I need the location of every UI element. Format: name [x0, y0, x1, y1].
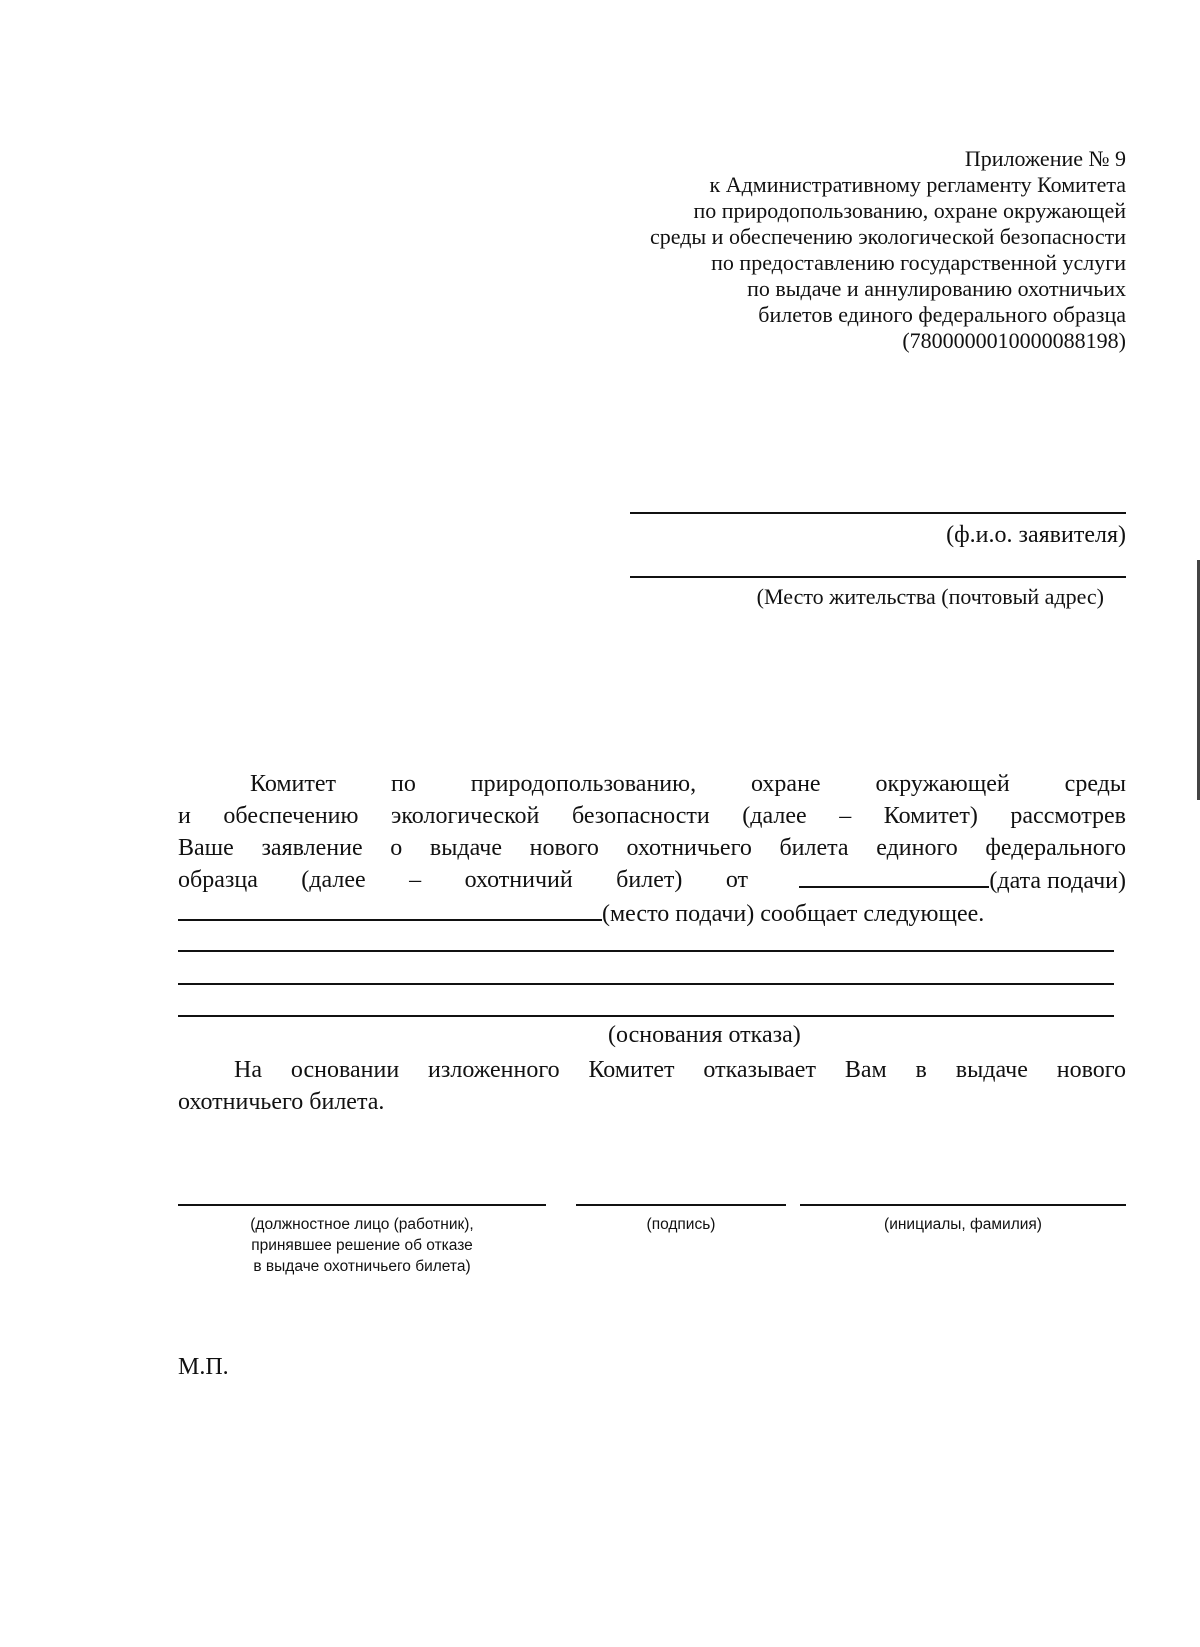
date-blank: [799, 864, 989, 888]
date-field: [799, 864, 1126, 897]
appendix-header: [650, 146, 1126, 354]
grounds-blank-line: [178, 983, 1114, 985]
appendix-line: по природопользованию, охране окружающей: [693, 198, 1126, 223]
appendix-line: (7800000010000088198): [902, 328, 1126, 353]
grounds-blank-line: [178, 950, 1114, 952]
appendix-line: по выдаче и аннулированию охотничьих: [747, 276, 1126, 301]
body-line-place: [178, 897, 1126, 930]
applicant-address-label: (Место жительства (почтовый адрес): [756, 584, 1104, 609]
initials-line: [800, 1204, 1126, 1206]
grounds-blank-line: [178, 1015, 1114, 1017]
official-caption-line: в выдаче охотничьего билета): [253, 1258, 471, 1275]
applicant-name-label: (ф.и.о. заявителя): [946, 522, 1126, 548]
appendix-line: по предоставлению государственной услуги: [711, 250, 1126, 275]
body-paragraph: [178, 768, 1126, 930]
appendix-line: билетов единого федерального образца: [758, 302, 1126, 327]
initials-caption: (инициалы, фамилия): [884, 1216, 1042, 1233]
signature-caption: (подпись): [646, 1216, 716, 1233]
body-line: образца (далее – охотничий билет) от: [178, 867, 748, 893]
body-line-date: [178, 864, 1126, 897]
grounds-label: (основания отказа): [608, 1022, 801, 1048]
appendix-line: к Административному регламенту Комитета: [709, 172, 1126, 197]
signature-line: [576, 1204, 786, 1206]
official-caption-line: принявшее решение об отказе: [251, 1237, 473, 1254]
appendix-line: среды и обеспечению экологической безопасности: [649, 224, 1126, 249]
official-caption-line: (должностное лицо (работник),: [250, 1216, 474, 1233]
date-label: (дата подачи): [989, 868, 1126, 894]
decision-line: На основании изложенного Комитет отказывает Вам в выдаче нового: [234, 1057, 1126, 1083]
body-line: и обеспечению экологической безопасности (далее – Комитет) рассмотрев: [178, 803, 1126, 829]
official-signature-line: [178, 1204, 546, 1206]
place-blank: [178, 897, 602, 921]
body-line: Комитет по природопользованию, охране окружающей среды: [250, 771, 1126, 797]
official-caption: [178, 1214, 546, 1277]
body-line: Ваше заявление о выдаче нового охотничьего билета единого федерального: [178, 835, 1126, 861]
decision-line: охотничьего билета.: [178, 1089, 385, 1115]
stamp-place-label: М.П.: [178, 1354, 229, 1380]
appendix-line: Приложение № 9: [964, 146, 1126, 171]
applicant-address-blank: [630, 576, 1126, 578]
applicant-name-blank: [630, 512, 1126, 514]
place-label: (место подачи) сообщает следующее.: [602, 901, 985, 927]
decision-paragraph: [178, 1054, 1126, 1118]
